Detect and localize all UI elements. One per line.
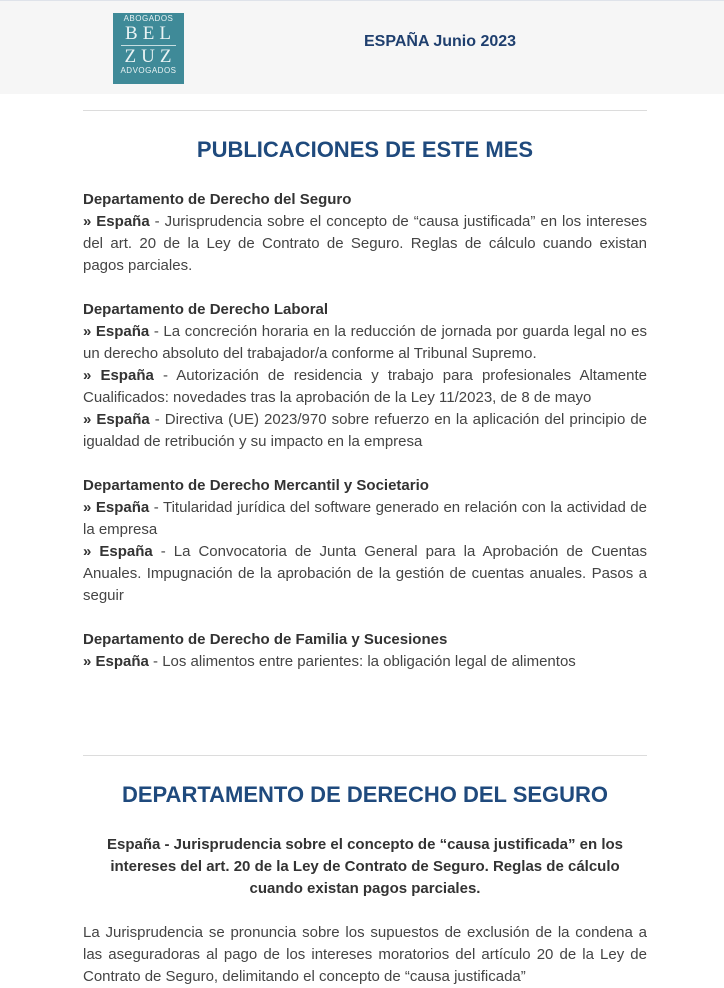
logo-line-1: BEL (125, 23, 176, 44)
publication-link[interactable] (83, 541, 647, 607)
publication-link[interactable] (83, 497, 647, 541)
department-block (83, 189, 647, 277)
department-title: Departamento de Derecho del Seguro (83, 191, 352, 208)
logo-top-text: ABOGADOS (123, 14, 174, 23)
entry-prefix: » España (83, 367, 154, 384)
entry-text: - Los alimentos entre parientes: la obligación legal de alimentos (148, 653, 576, 670)
newsletter-content (83, 110, 647, 988)
article-title: España - Jurisprudencia sobre el concepto de “causa justificada” en los intereses del art. 20 de la Ley de Contrato de Seguro. Reglas de cálculo cuando existan pagos parciales. (107, 836, 623, 897)
belzuz-logo[interactable] (113, 13, 184, 84)
department-block (83, 475, 647, 607)
entry-prefix: » España (83, 499, 150, 516)
logo-bottom-text: ADVOGADOS (120, 66, 177, 75)
entry-text: - La Convocatoria de Junta General para la Aprobación de Cuentas Anuales. Impugnación de la aprobación de la gestión de cuentas anuales. Pasos a seguir (83, 543, 647, 604)
publication-link[interactable] (83, 321, 647, 365)
entry-prefix: » España (83, 323, 150, 340)
department-block (83, 299, 647, 453)
entry-prefix: » España (83, 653, 149, 670)
entry-text: - La concreción horaria en la reducción de jornada por guarda legal no es un derecho absoluto del trabajador/a conforme al Tribunal Supremo. (83, 323, 647, 362)
publication-link[interactable] (83, 651, 647, 673)
entry-prefix: » España (83, 543, 153, 560)
divider (83, 110, 647, 111)
department-title: Departamento de Derecho de Familia y Sucesiones (83, 631, 448, 648)
entry-prefix: » España (83, 411, 150, 428)
entry-text: - Titularidad jurídica del software generado en relación con la actividad de la empresa (83, 499, 647, 538)
publication-link[interactable] (83, 409, 647, 453)
divider (83, 755, 647, 756)
newsletter-header (0, 0, 724, 94)
article-paragraph: La Jurisprudencia se pronuncia sobre los supuestos de exclusión de la condena a las aseguradoras al pago de los intereses moratorios del artículo 20 de la Ley de Contrato de Seguro, delimitando el concepto de “causa justificada” (83, 924, 647, 985)
newsletter-title: ESPAÑA Junio 2023 (364, 33, 517, 50)
spacer (83, 695, 647, 755)
department-title: Departamento de Derecho Laboral (83, 301, 329, 318)
entry-text: - Jurisprudencia sobre el concepto de “causa justificada” en los intereses del art. 20 de la Ley de Contrato de Seguro. Reglas de cálculo cuando existan pagos parciales. (83, 213, 648, 274)
department-title: Departamento de Derecho Mercantil y Societario (83, 477, 429, 494)
logo-line-2: ZUZ (124, 46, 177, 67)
entry-prefix: » España (83, 213, 150, 230)
entry-text: - Autorización de residencia y trabajo para profesionales Altamente Cualificados: novedades tras la aprobación de la Ley 11/2023, de 8 de mayo (83, 367, 647, 406)
department-block (83, 629, 647, 673)
publications-heading: PUBLICACIONES DE ESTE MES (196, 137, 534, 162)
logo-divider (121, 45, 176, 46)
entry-text: - Directiva (UE) 2023/970 sobre refuerzo en la aplicación del principio de igualdad de retribución y su impacto en la empresa (83, 411, 647, 450)
insurance-section-heading: DEPARTAMENTO DE DERECHO DEL SEGURO (121, 782, 609, 807)
publication-link[interactable] (83, 365, 647, 409)
publication-link[interactable] (83, 211, 647, 277)
